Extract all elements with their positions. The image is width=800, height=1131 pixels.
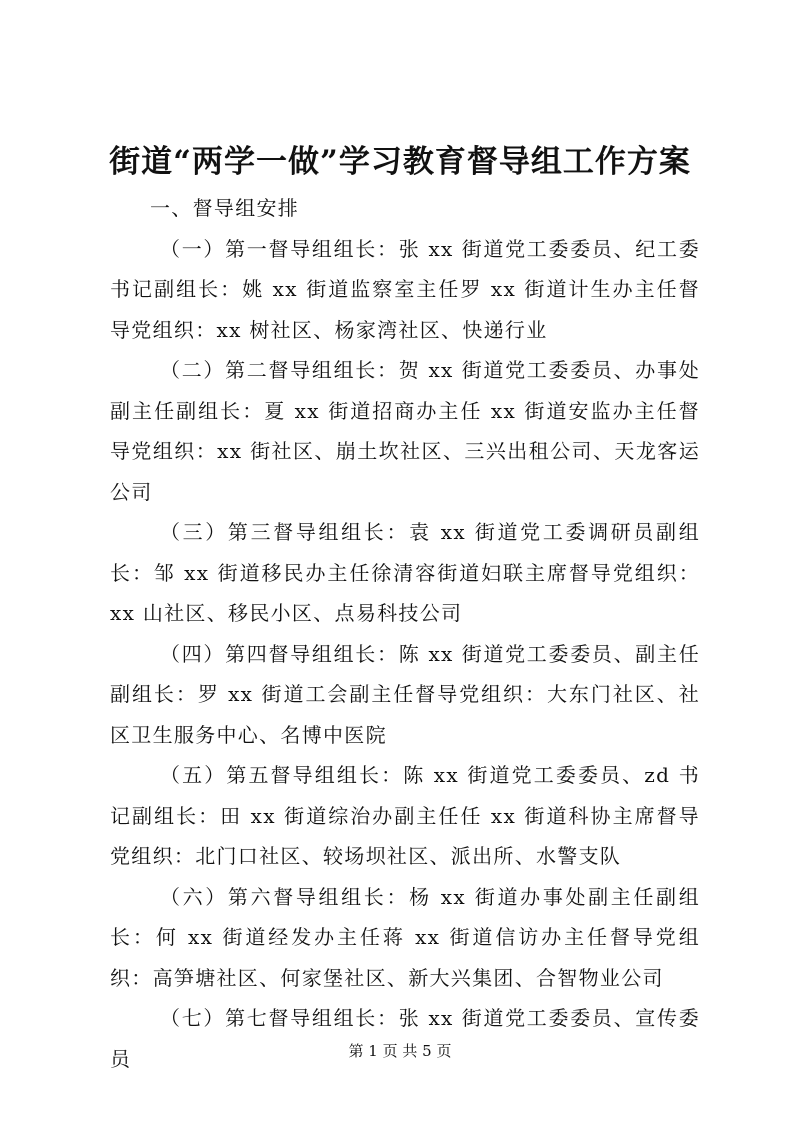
document-body (110, 188, 700, 1079)
document-title: 街道“两学一做”学习教育督导组工作方案 (109, 144, 691, 180)
paragraph-group-7: （七）第七督导组组长：张 xx 街道党工委委员、宣传委员 (110, 1006, 700, 1071)
page-number-footer: 第 1 页 共 5 页 (348, 1042, 452, 1060)
paragraph-group-4: （四）第四督导组组长：陈 xx 街道党工委委员、副主任副组长：罗 xx 街道工会副主任督导党组织：大东门社区、社区卫生服务中心、名博中医院 (110, 641, 700, 747)
paragraph-group-3: （三）第三督导组组长：袁 xx 街道党工委调研员副组长：邹 xx 街道移民办主任徐清容街道妇联主席督导党组织：xx 山社区、移民小区、点易科技公司 (110, 520, 700, 625)
section-heading: 一、督导组安排 (150, 196, 300, 220)
paragraph-group-6: （六）第六督导组组长：杨 xx 街道办事处副主任副组长：何 xx 街道经发办主任蒋 xx 街道信访办主任督导党组织：高笋塘社区、何家堡社区、新大兴集团、合智物业公司 (110, 884, 700, 990)
paragraph-group-1: （一）第一督导组组长：张 xx 街道党工委委员、纪工委书记副组长：姚 xx 街道监察室主任罗 xx 街道计生办主任督导党组织：xx 树社区、杨家湾社区、快递行业 (110, 236, 700, 342)
paragraph-group-5: （五）第五督导组组长：陈 xx 街道党工委委员、zd 书记副组长：田 xx 街道综治办副主任任 xx 街道科协主席督导党组织：北门口社区、较场坝社区、派出所、水警支队 (110, 763, 700, 868)
paragraph-group-2: （二）第二督导组组长：贺 xx 街道党工委委员、办事处副主任副组长：夏 xx 街道招商办主任 xx 街道安监办主任督导党组织：xx 街社区、崩土坎社区、三兴出租公司、天龙客运公司 (110, 358, 700, 504)
